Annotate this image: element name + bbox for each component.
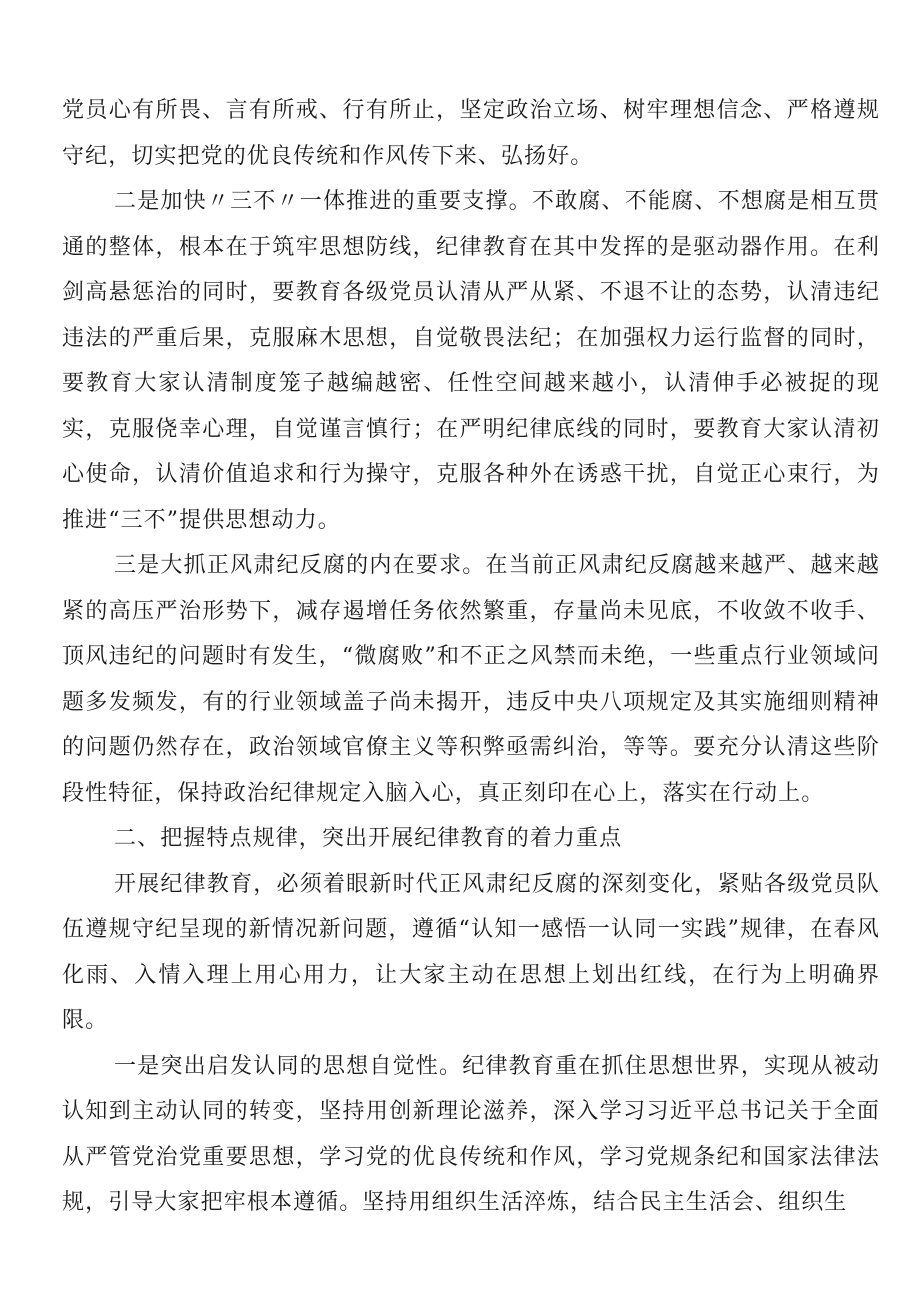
- paragraph-third-point: 三是大抓正风肃纪反腐的内在要求。在当前正风肃纪反腐越来越严、越来越紧的高压严治形势下，减存遏增任务依然繁重，存量尚未见底，不收敛不收手、顶风违纪的问题时有发生，“微腐败”和不正之风禁而未绝，一些重点行业领域问题多发频发，有的行业领域盖子尚未揭开，违反中央八项规定及其实施细则精神的问题仍然存在，政治领域官僚主义等积弊亟需纠治，等等。要充分认清这些阶段性特征，保持政治纪律规定入脑入心，真正刻印在心上，落实在行动上。: [62, 553, 880, 806]
- section-heading: 二、把握特点规律，突出开展纪律教育的着力重点: [114, 826, 623, 851]
- paragraph-continuation: 党员心有所畏、言有所戒、行有所止，坚定政治立场、树牢理想信念、严格遵规守纪，切实把党的优良传统和作风传下来、弘扬好。: [62, 98, 880, 169]
- document-body: [62, 88, 880, 1226]
- paragraph-second-point: 二是加快〃三不〃一体推进的重要支撑。不敢腐、不能腐、不想腐是相互贯通的整体，根本在于筑牢思想防线，纪律教育在其中发挥的是驱动器作用。在利剑高悬惩治的同时，要教育各级党员认清从严从紧、不退不让的态势，认清违纪违法的严重后果，克服麻木思想，自觉敬畏法纪；在加强权力运行监督的同时，要教育大家认清制度笼子越编越密、任性空间越来越小，认清伸手必被捉的现实，克服侥幸心理，自觉谨言慎行；在严明纪律底线的同时，要教育大家认清初心使命，认清价值追求和行为操守，克服各种外在诱惑干扰，自觉正心束行，为推进“三不”提供思想动力。: [62, 189, 880, 533]
- paragraph-section-intro: 开展纪律教育，必须着眼新时代正风肃纪反腐的深刻变化，紧贴各级党员队伍遵规守纪呈现的新情况新问题，遵循“认知一感悟一认同一实践”规律，在春风化雨、入情入理上用心用力，让大家主动在思想上划出红线，在行为上明确界限。: [62, 871, 880, 1033]
- paragraph-first-point: 一是突出启发认同的思想自觉性。纪律教育重在抓住思想世界，实现从被动认知到主动认同的转变，坚持用创新理论滋养，深入学习习近平总书记关于全面从严管党治党重要思想，学习党的优良传统和作风，学习党规条纪和国家法律法规，引导大家把牢根本遵循。坚持用组织生活淬炼，结合民主生活会、组织生: [62, 1053, 880, 1215]
